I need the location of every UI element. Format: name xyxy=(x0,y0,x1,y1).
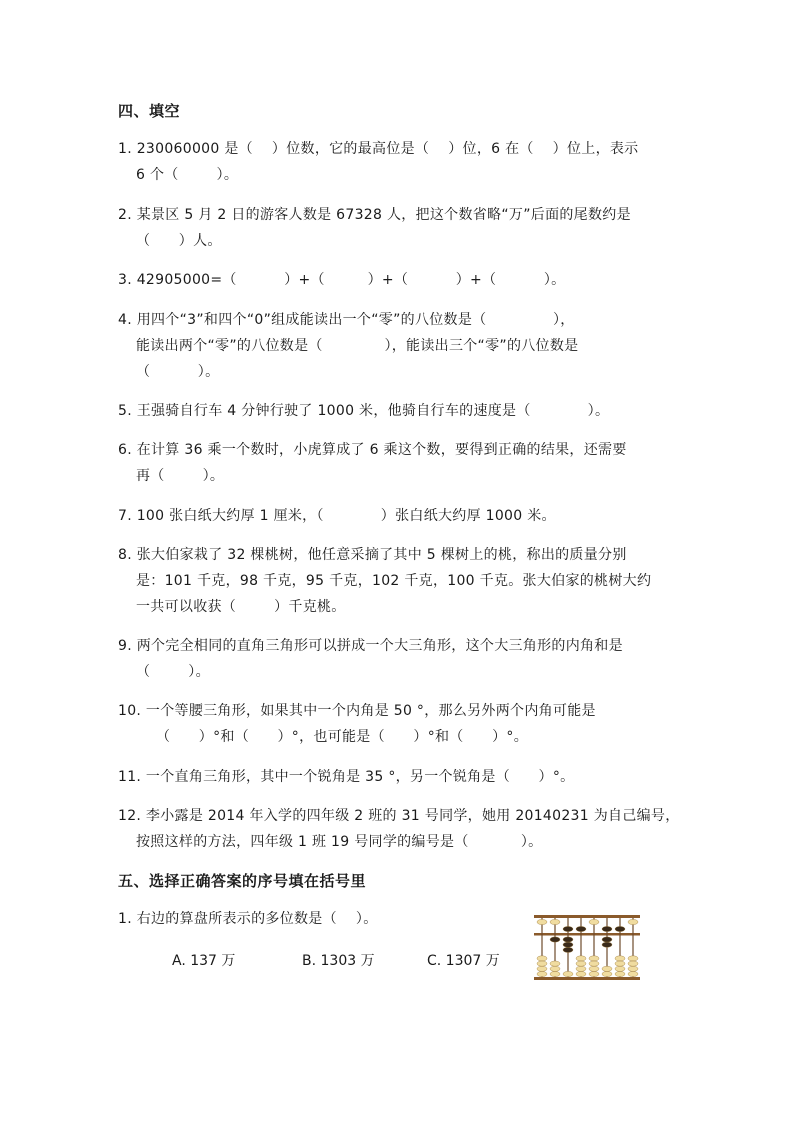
abacus-bead xyxy=(628,956,638,961)
choice-question-1: 1. 右边的算盘所表示的多位数是（ ）。 xyxy=(118,911,378,927)
abacus-beam xyxy=(534,933,640,936)
abacus-bead xyxy=(589,919,599,924)
abacus-bead xyxy=(563,942,573,947)
abacus-bead xyxy=(615,961,625,966)
abacus-bead xyxy=(550,961,560,966)
abacus-bead xyxy=(537,971,547,976)
option-a: A. 137 万 xyxy=(172,953,236,969)
question-6: 6. 在计算 36 乘一个数时，小虎算成了 6 乘这个数，要得到正确的结果，还需要 再（ ）。 xyxy=(118,442,627,484)
abacus-bead xyxy=(628,971,638,976)
abacus-bead xyxy=(628,961,638,966)
question-2: 2. 某景区 5 月 2 日的游客人数是 67328 人，把这个数省略“万”后面的尾数约是 （ ）人。 xyxy=(118,207,631,249)
section-5-title: 五、选择正确答案的序号填在括号里 xyxy=(118,872,367,890)
abacus-bead xyxy=(563,937,573,942)
abacus-bead xyxy=(563,947,573,952)
abacus-bead xyxy=(589,971,599,976)
question-10: 10. 一个等腰三角形，如果其中一个内角是 50 °，那么另外两个内角可能是 （ ）°和（ ）°，也可能是（ ）°和（ ）°。 xyxy=(118,703,596,745)
abacus-bead xyxy=(537,961,547,966)
abacus-bead xyxy=(537,966,547,971)
abacus-bead xyxy=(550,971,560,976)
abacus-bead xyxy=(576,926,586,931)
abacus-image xyxy=(532,913,642,981)
abacus-bead xyxy=(589,956,599,961)
question-7: 7. 100 张白纸大约厚 1 厘米，（ ）张白纸大约厚 1000 米。 xyxy=(118,508,556,524)
abacus-bead xyxy=(628,966,638,971)
option-b: B. 1303 万 xyxy=(302,953,375,969)
question-5: 5. 王强骑自行车 4 分钟行驶了 1000 米，他骑自行车的速度是（ ）。 xyxy=(118,403,610,419)
abacus-bead xyxy=(537,919,547,924)
abacus-frame-bottom xyxy=(534,977,640,980)
abacus-bead xyxy=(602,942,612,947)
abacus-bead xyxy=(615,926,625,931)
abacus-bead xyxy=(576,956,586,961)
section-4-title: 四、填空 xyxy=(118,102,181,120)
abacus-bead xyxy=(628,919,638,924)
abacus-bead xyxy=(615,971,625,976)
abacus-bead xyxy=(576,971,586,976)
abacus-bead xyxy=(602,971,612,976)
abacus-bead xyxy=(602,926,612,931)
abacus-bead xyxy=(563,926,573,931)
question-9: 9. 两个完全相同的直角三角形可以拼成一个大三角形，这个大三角形的内角和是 （ ）。 xyxy=(118,638,623,680)
abacus-bead xyxy=(550,966,560,971)
question-12: 12. 李小露是 2014 年入学的四年级 2 班的 31 号同学，她用 20140231 为自己编号， 按照这样的方法，四年级 1 班 19 号同学的编号是（ ）。 xyxy=(118,808,680,850)
abacus-bead xyxy=(576,966,586,971)
abacus-frame-top xyxy=(534,915,640,918)
abacus-bead xyxy=(550,937,560,942)
abacus-bead xyxy=(615,956,625,961)
abacus-bead xyxy=(550,919,560,924)
abacus-bead xyxy=(589,961,599,966)
abacus-bead xyxy=(602,966,612,971)
abacus-bead xyxy=(576,961,586,966)
abacus-bead xyxy=(537,956,547,961)
abacus-bead xyxy=(615,966,625,971)
question-1: 1. 230060000 是（ ）位数，它的最高位是（ ）位，6 在（ ）位上，表示 6 个（ ）。 xyxy=(118,141,639,183)
abacus-bead xyxy=(589,966,599,971)
question-8: 8. 张大伯家栽了 32 棵桃树，他任意采摘了其中 5 棵树上的桃，称出的质量分别 是：101 千克，98 千克，95 千克，102 千克，100 千克。张大伯家的桃树大约 一共可以收获（ ）千克桃。 xyxy=(118,547,652,615)
question-4: 4. 用四个“3”和四个“0”组成能读出一个“零”的八位数是（ ）， 能读出两个“零”的八位数是（ ），能读出三个“零”的八位数是 （ ）。 xyxy=(118,312,579,380)
abacus-bead xyxy=(563,971,573,976)
question-3: 3. 42905000=（ ）+（ ）+（ ）+（ ）。 xyxy=(118,272,566,288)
option-c: C. 1307 万 xyxy=(427,953,500,969)
abacus-bead xyxy=(602,937,612,942)
question-11: 11. 一个直角三角形，其中一个锐角是 35 °，另一个锐角是（ ）°。 xyxy=(118,769,575,785)
